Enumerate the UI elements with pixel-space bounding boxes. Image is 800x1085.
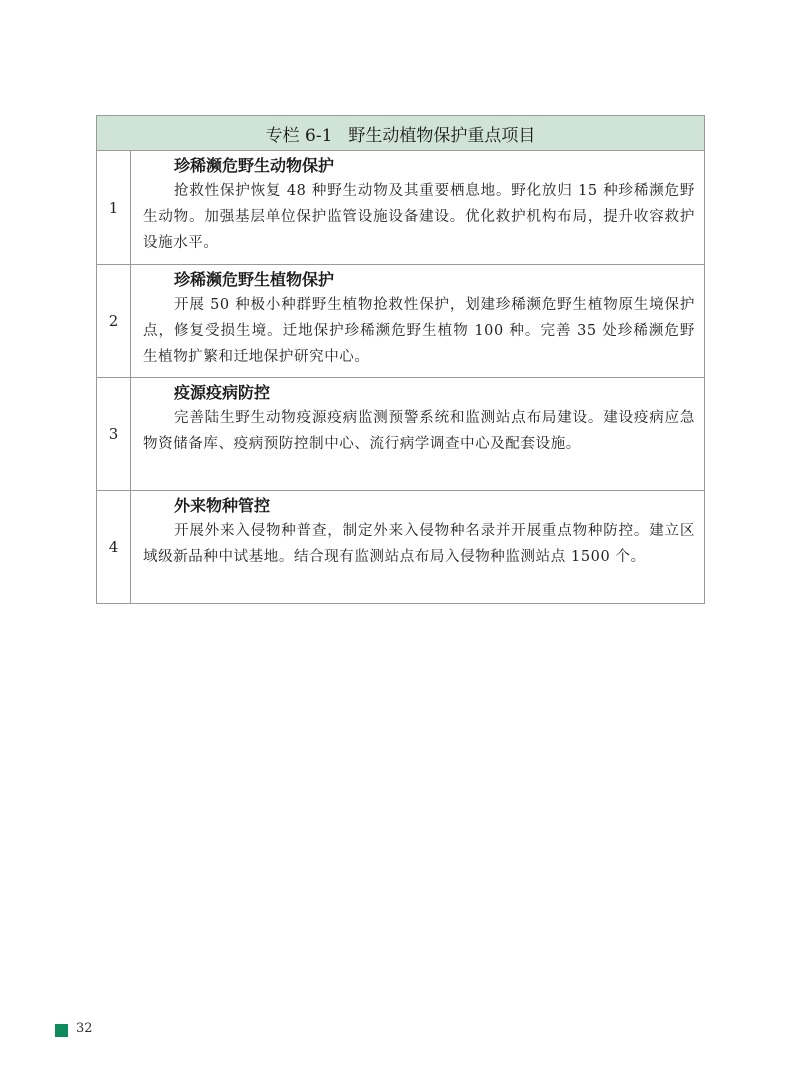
item-heading: 疫源疫病防控 bbox=[174, 383, 271, 402]
item-heading: 珍稀濒危野生植物保护 bbox=[174, 270, 335, 289]
row-number: 1 bbox=[97, 151, 131, 264]
table-row bbox=[97, 378, 704, 491]
page-number: 32 bbox=[76, 1021, 93, 1036]
row-content bbox=[131, 491, 704, 603]
row-content bbox=[131, 378, 704, 490]
row-content bbox=[131, 151, 704, 264]
row-number: 4 bbox=[97, 491, 131, 603]
item-body: 抢救性保护恢复 48 种野生动物及其重要栖息地。野化放归 15 种珍稀濒危野生动物。加强基层单位保护监管设施设备建设。优化救护机构布局，提升收容救护设施水平。 bbox=[143, 183, 695, 251]
table-title bbox=[97, 116, 704, 151]
project-table bbox=[96, 115, 705, 604]
item-body: 完善陆生野生动物疫源疫病监测预警系统和监测站点布局建设。建设疫病应急物资储备库、疫病预防控制中心、流行病学调查中心及配套设施。 bbox=[143, 410, 695, 452]
table-title-code: 专栏 6-1 bbox=[265, 125, 333, 146]
row-content bbox=[131, 265, 704, 377]
table-row bbox=[97, 265, 704, 378]
item-body: 开展外来入侵物种普查，制定外来入侵物种名录并开展重点物种防控。建立区域级新品种中试基地。结合现有监测站点布局入侵物种监测站点 1500 个。 bbox=[143, 523, 695, 565]
item-heading: 珍稀濒危野生动物保护 bbox=[174, 156, 335, 175]
page-marker-square bbox=[55, 1024, 68, 1037]
item-heading: 外来物种管控 bbox=[174, 496, 271, 515]
item-body: 开展 50 种极小种群野生植物抢救性保护，划建珍稀濒危野生植物原生境保护点，修复受损生境。迁地保护珍稀濒危野生植物 100 种。完善 35 处珍稀濒危野生植物扩繁和迁地保护研究中心。 bbox=[143, 297, 695, 365]
table-row bbox=[97, 151, 704, 265]
table-title-text: 野生动植物保护重点项目 bbox=[348, 125, 536, 146]
row-number: 3 bbox=[97, 378, 131, 490]
row-number: 2 bbox=[97, 265, 131, 377]
table-row bbox=[97, 491, 704, 603]
